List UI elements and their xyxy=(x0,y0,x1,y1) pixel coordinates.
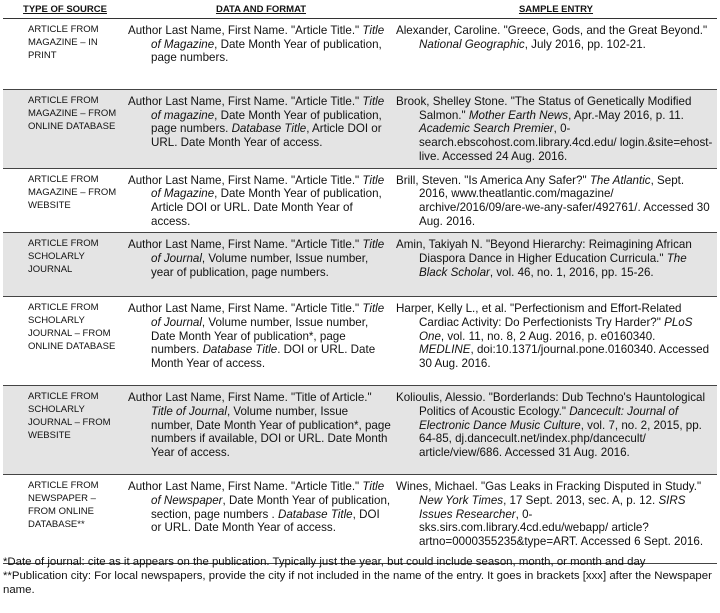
citation-text-segment: , vol. 46, no. 1, 2016, pp. 15-26. xyxy=(489,265,654,279)
source-type-cell xyxy=(3,19,127,90)
source-type-line: JOURNAL – FROM xyxy=(28,328,111,340)
source-type-line: SCHOLARLY xyxy=(28,251,85,263)
format-cell xyxy=(127,90,395,169)
italic-title-segment: National Geographic xyxy=(419,37,525,51)
source-type-cell xyxy=(3,297,127,386)
citation-text-segment: , Volume number, Issue number, Date Month Year of publication*, page numbers. xyxy=(151,316,369,357)
source-type-line: FROM ONLINE xyxy=(28,506,94,518)
table-body xyxy=(3,19,717,564)
citation-table xyxy=(3,0,717,564)
source-type-line: DATABASE** xyxy=(28,519,85,531)
source-type-line: ARTICLE FROM xyxy=(28,95,99,106)
header-type-of-source: TYPE OF SOURCE xyxy=(3,0,127,19)
italic-title-segment: Title of Journal xyxy=(151,238,385,266)
italic-title-segment: Title of magazine xyxy=(151,95,385,122)
source-type-line: SCHOLARLY xyxy=(28,315,85,327)
italic-title-segment: Title of Journal xyxy=(151,405,227,419)
source-type-cell xyxy=(3,233,127,297)
header-sample-entry: SAMPLE ENTRY xyxy=(395,0,717,19)
citation-text-segment: Brook, Shelley Stone. "The Status of Genetically Modified Salmon." xyxy=(396,95,692,122)
sample-entry-cell xyxy=(395,90,717,169)
citation-text-segment: , 0-search.ebscohost.com.library.4cd.edu/ login.&site=ehost-live. Accessed 24 Aug. 2016. xyxy=(419,122,713,163)
citation-text-segment: Author Last Name, First Name. "Title of Article." xyxy=(128,391,372,405)
citation-text-segment: , doi:10.1371/journal.pone.0160340. Accessed 30 Aug. 2016. xyxy=(419,343,710,371)
citation-text-segment: , Article DOI or URL. Date Month Year of access. xyxy=(151,122,382,150)
table-row xyxy=(3,168,717,233)
source-type-line: WEBSITE xyxy=(28,430,71,442)
sample-entry-cell xyxy=(395,168,717,233)
citation-text-segment: Author Last Name, First Name. "Article Title." xyxy=(128,173,363,187)
source-type-line: PRINT xyxy=(28,50,57,61)
source-type-line: JOURNAL – FROM xyxy=(28,417,111,429)
italic-title-segment: PLoS One xyxy=(419,316,693,343)
source-type-cell xyxy=(3,386,127,475)
italic-title-segment: Title of Magazine xyxy=(151,24,385,51)
italic-title-segment: Dancecult: Journal of Electronic Dance Music Culture xyxy=(419,405,679,432)
sample-entry-cell xyxy=(395,233,717,297)
italic-title-segment: New York Times xyxy=(419,494,504,508)
citation-text-segment: , Date Month Year of publication, Article DOI or URL. Date Month Year of access. xyxy=(151,187,382,228)
source-type-line: ARTICLE FROM xyxy=(28,391,99,403)
source-type-line: WEBSITE xyxy=(28,199,71,211)
source-type-line: ONLINE DATABASE xyxy=(28,121,116,132)
table-row xyxy=(3,233,717,297)
citation-text-segment: Author Last Name, First Name. "Article Title." xyxy=(128,95,363,108)
source-type-cell xyxy=(3,168,127,233)
format-cell xyxy=(127,475,395,564)
table-row xyxy=(3,386,717,475)
table-row xyxy=(3,90,717,169)
citation-text-segment: Wines, Michael. "Gas Leaks in Fracking Disputed in Study." xyxy=(396,480,702,494)
italic-title-segment: Title of Magazine xyxy=(151,173,385,201)
italic-title-segment: Database Title xyxy=(202,343,278,357)
source-type-line: NEWSPAPER – xyxy=(28,493,96,505)
citation-text-segment: , Volume number, Issue number, Date Month Year of publication*, page numbers if available, DOI or URL. Date Month Year of access. xyxy=(151,405,391,460)
citation-text-segment: , DOI or URL. Date Month Year of access. xyxy=(151,507,380,535)
source-type-line: ONLINE DATABASE xyxy=(28,341,116,353)
source-type-line: MAGAZINE – IN xyxy=(28,37,98,48)
citation-text-segment: , 17 Sept. 2013, sec. A, p. 12. xyxy=(503,494,659,508)
table-row xyxy=(3,297,717,386)
source-type-line: SCHOLARLY xyxy=(28,404,85,416)
citation-text-segment: , Sept. 2016, www.theatlantic.com/magazine/ archive/2016/09/are-we-any-safer/492761/. Accessed 30 Aug. 2016. xyxy=(419,173,710,228)
citation-text-segment: Author Last Name, First Name. "Article Title." xyxy=(128,480,363,494)
header-data-and-format: DATA AND FORMAT xyxy=(127,0,395,19)
italic-title-segment: Title of Journal xyxy=(151,302,385,330)
source-type-line: JOURNAL xyxy=(28,264,73,276)
sample-entry-cell xyxy=(395,386,717,475)
source-type-line: ARTICLE FROM xyxy=(28,302,99,314)
table-row xyxy=(3,475,717,564)
source-type-line: ARTICLE FROM xyxy=(28,480,99,492)
format-cell xyxy=(127,168,395,233)
citation-text-segment: . DOI or URL. Date Month Year of access. xyxy=(151,343,376,371)
italic-title-segment: SIRS Issues Researcher xyxy=(419,494,686,521)
citation-text-segment: , Date Month Year of publication, page numbers. xyxy=(151,108,382,136)
italic-title-segment: Database Title xyxy=(231,122,307,136)
footnote-publication-city: **Publication city: For local newspapers, provide the city if not included in the name of the entry. It goes in brackets [xxx] after the Newspaper name. xyxy=(3,570,712,596)
citation-text-segment: Alexander, Caroline. "Greece, Gods, and the Great Beyond." xyxy=(396,24,708,37)
italic-title-segment: Title of Newspaper xyxy=(151,480,385,508)
table-row xyxy=(3,19,717,90)
citation-text-segment: , Date Month Year of publication, section, page numbers . xyxy=(151,494,391,521)
citation-text-segment: Author Last Name, First Name. "Article Title." xyxy=(128,24,363,37)
citation-text-segment: Author Last Name, First Name. "Article Title." xyxy=(128,238,363,252)
source-type-cell xyxy=(3,475,127,564)
citation-text-segment: , vol. 11, no. 8, 2 Aug. 2016, p. e0160340. xyxy=(440,329,656,343)
citation-text-segment: , Apr.-May 2016, p. 11. xyxy=(568,108,684,122)
citation-text-segment: Harper, Kelly L., et al. "Perfectionism and Effort-Related Cardiac Activity: Do Perfectionists Try Harder?" xyxy=(396,302,682,330)
italic-title-segment: Mother Earth News xyxy=(468,108,569,122)
italic-title-segment: Academic Search Premier xyxy=(419,122,554,136)
format-cell xyxy=(127,233,395,297)
italic-title-segment: Database Title xyxy=(277,507,353,521)
sample-entry-cell xyxy=(395,19,717,90)
source-type-line: MAGAZINE – FROM xyxy=(28,108,117,119)
citation-text-segment: , 0-sks.sirs.com.library.4cd.edu/webapp/ article?artno=0000355235&type=ART. Accessed 6 Sept. 2016. xyxy=(419,507,704,549)
format-cell xyxy=(127,297,395,386)
source-type-line: ARTICLE FROM xyxy=(28,238,99,250)
source-type-line: ARTICLE FROM xyxy=(28,24,99,35)
italic-title-segment: The Atlantic xyxy=(589,173,651,187)
citation-text-segment: , Volume number, Issue number, year of publication, page numbers. xyxy=(151,252,369,279)
source-type-line: ARTICLE FROM xyxy=(28,173,99,185)
header-row xyxy=(3,0,717,19)
citation-text-segment: Kolioulis, Alessio. "Borderlands: Dub Techno's Hauntological Politics of Acoustic Ecology." xyxy=(396,391,706,419)
citation-text-segment: , July 2016, pp. 102-21. xyxy=(524,37,646,51)
citation-text-segment: Author Last Name, First Name. "Article Title." xyxy=(128,302,363,316)
italic-title-segment: The Black Scholar xyxy=(419,252,687,279)
source-type-cell xyxy=(3,90,127,169)
citation-text-segment: , Date Month Year of publication, page numbers. xyxy=(151,37,382,65)
sample-entry-cell xyxy=(395,475,717,564)
italic-title-segment: MEDLINE xyxy=(419,343,471,357)
footnote-date: *Date of journal: cite as it appears on the publication. Typically just the year, but could include season, month, or month and day xyxy=(3,556,646,568)
format-cell xyxy=(127,19,395,90)
source-type-line: MAGAZINE – FROM xyxy=(28,186,117,198)
citation-text-segment: , vol. 7, no. 2, 2015, pp. 64-85, dj.dancecult.net/index.php/dancecult/ article/view/686. Accessed 31 Aug. 2016. xyxy=(419,418,702,460)
citation-text-segment: Brill, Steven. "Is America Any Safer?" xyxy=(396,173,590,187)
sample-entry-cell xyxy=(395,297,717,386)
citation-text-segment: Amin, Takiyah N. "Beyond Hierarchy: Reimagining African Diaspora Dance in Higher Education Curricula." xyxy=(396,238,692,266)
format-cell xyxy=(127,386,395,475)
